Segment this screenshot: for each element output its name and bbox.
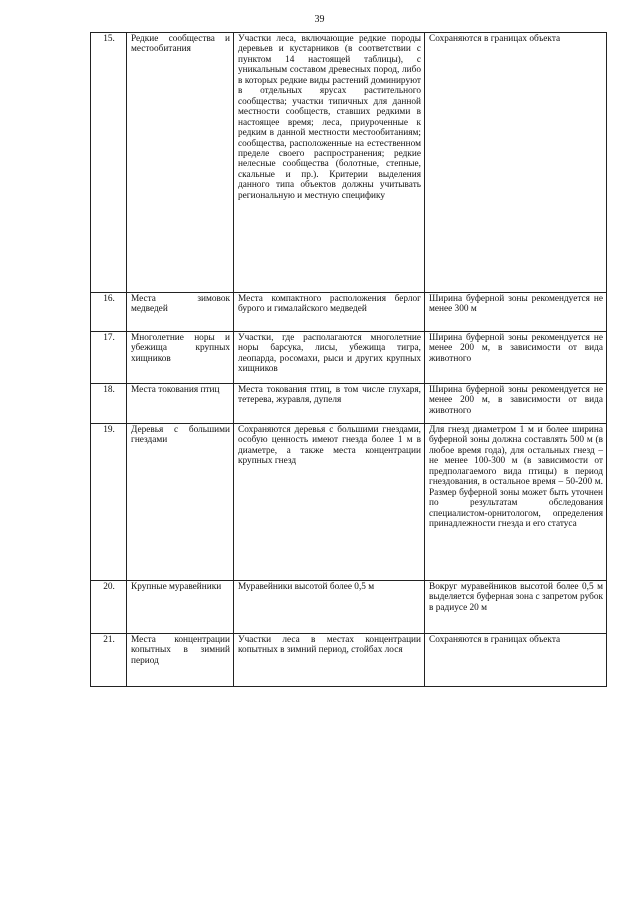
object-recommendation: Ширина буферной зоны рекомендуется не менее 200 м, в зависимости от вида животного — [425, 332, 607, 384]
row-number: 18. — [91, 384, 127, 424]
object-recommendation: Ширина буферной зоны рекомендуется не менее 200 м, в зависимости от вида животного — [425, 384, 607, 424]
object-description: Сохраняются деревья с большими гнездами, особую ценность имеют гнезда более 1 м в диаметре, а также места концентрации крупных гнезд — [234, 424, 425, 581]
row-number: 15. — [91, 33, 127, 293]
object-description: Муравейники высотой более 0,5 м — [234, 581, 425, 634]
row-number: 17. — [91, 332, 127, 384]
object-description: Участки леса, включающие редкие породы деревьев и кустарников (в соответствии с пунктом 14 настоящей таблицы), с уникальным составом древесных пород, либо в которых редкие виды растений доминируют в отдельных ярусах растительного сообщества; участки типичных для данной местности сообществ, ставших редкими в настоящее время; леса, приуроченные к редким в данной местности местообитаниям; сообщества, расположенные на естественном пределе своего распространения; редкие нелесные сообщества (болотные, степные, скальные и пр.). Критерии выделения данного типа объектов должны учитывать региональную и местную специфику — [234, 33, 425, 293]
object-name: Крупные муравейники — [127, 581, 234, 634]
row-number: 16. — [91, 293, 127, 332]
row-number: 19. — [91, 424, 127, 581]
object-recommendation: Сохраняются в границах объекта — [425, 634, 607, 687]
page-number: 39 — [314, 14, 325, 25]
table-row — [91, 293, 607, 332]
table-row — [91, 581, 607, 634]
object-recommendation: Ширина буферной зоны рекомендуется не менее 300 м — [425, 293, 607, 332]
object-name: Деревья с большими гнездами — [127, 424, 234, 581]
table-row — [91, 384, 607, 424]
row-number: 21. — [91, 634, 127, 687]
object-description: Места компактного расположения берлог бурого и гималайского медведей — [234, 293, 425, 332]
object-name: Места концентрации копытных в зимний период — [127, 634, 234, 687]
table-row — [91, 332, 607, 384]
object-description: Места токования птиц, в том числе глухаря, тетерева, журавля, дупеля — [234, 384, 425, 424]
object-recommendation: Вокруг муравейников высотой более 0,5 м выделяется буферная зона с запретом рубок в радиусе 20 м — [425, 581, 607, 634]
object-description: Участки леса в местах концентрации копытных в зимний период, стойбах лося — [234, 634, 425, 687]
object-name: Многолетние норы и убежища крупных хищников — [127, 332, 234, 384]
table-row — [91, 33, 607, 293]
object-recommendation: Для гнезд диаметром 1 м и более ширина буферной зоны должна составлять 500 м (в любое время года), для остальных гнезд – не менее 100-300 м (в зависимости от предполагаемого вида птицы) в период гнездования, в остальное время – 50-200 м. Размер буферной зоны может быть уточнен по результатам обследования специалистом-орнитологом, определения принадлежности гнезда и его статуса — [425, 424, 607, 581]
table-row — [91, 634, 607, 687]
object-name: Места зимовок медведей — [127, 293, 234, 332]
row-number: 20. — [91, 581, 127, 634]
object-name: Места токования птиц — [127, 384, 234, 424]
object-recommendation: Сохраняются в границах объекта — [425, 33, 607, 293]
object-name: Редкие сообщества и местообитания — [127, 33, 234, 293]
table-row — [91, 424, 607, 581]
protected-objects-table — [90, 32, 607, 687]
object-description: Участки, где располагаются многолетние норы барсука, лисы, убежища тигра, леопарда, росомахи, рыси и других крупных хищников — [234, 332, 425, 384]
